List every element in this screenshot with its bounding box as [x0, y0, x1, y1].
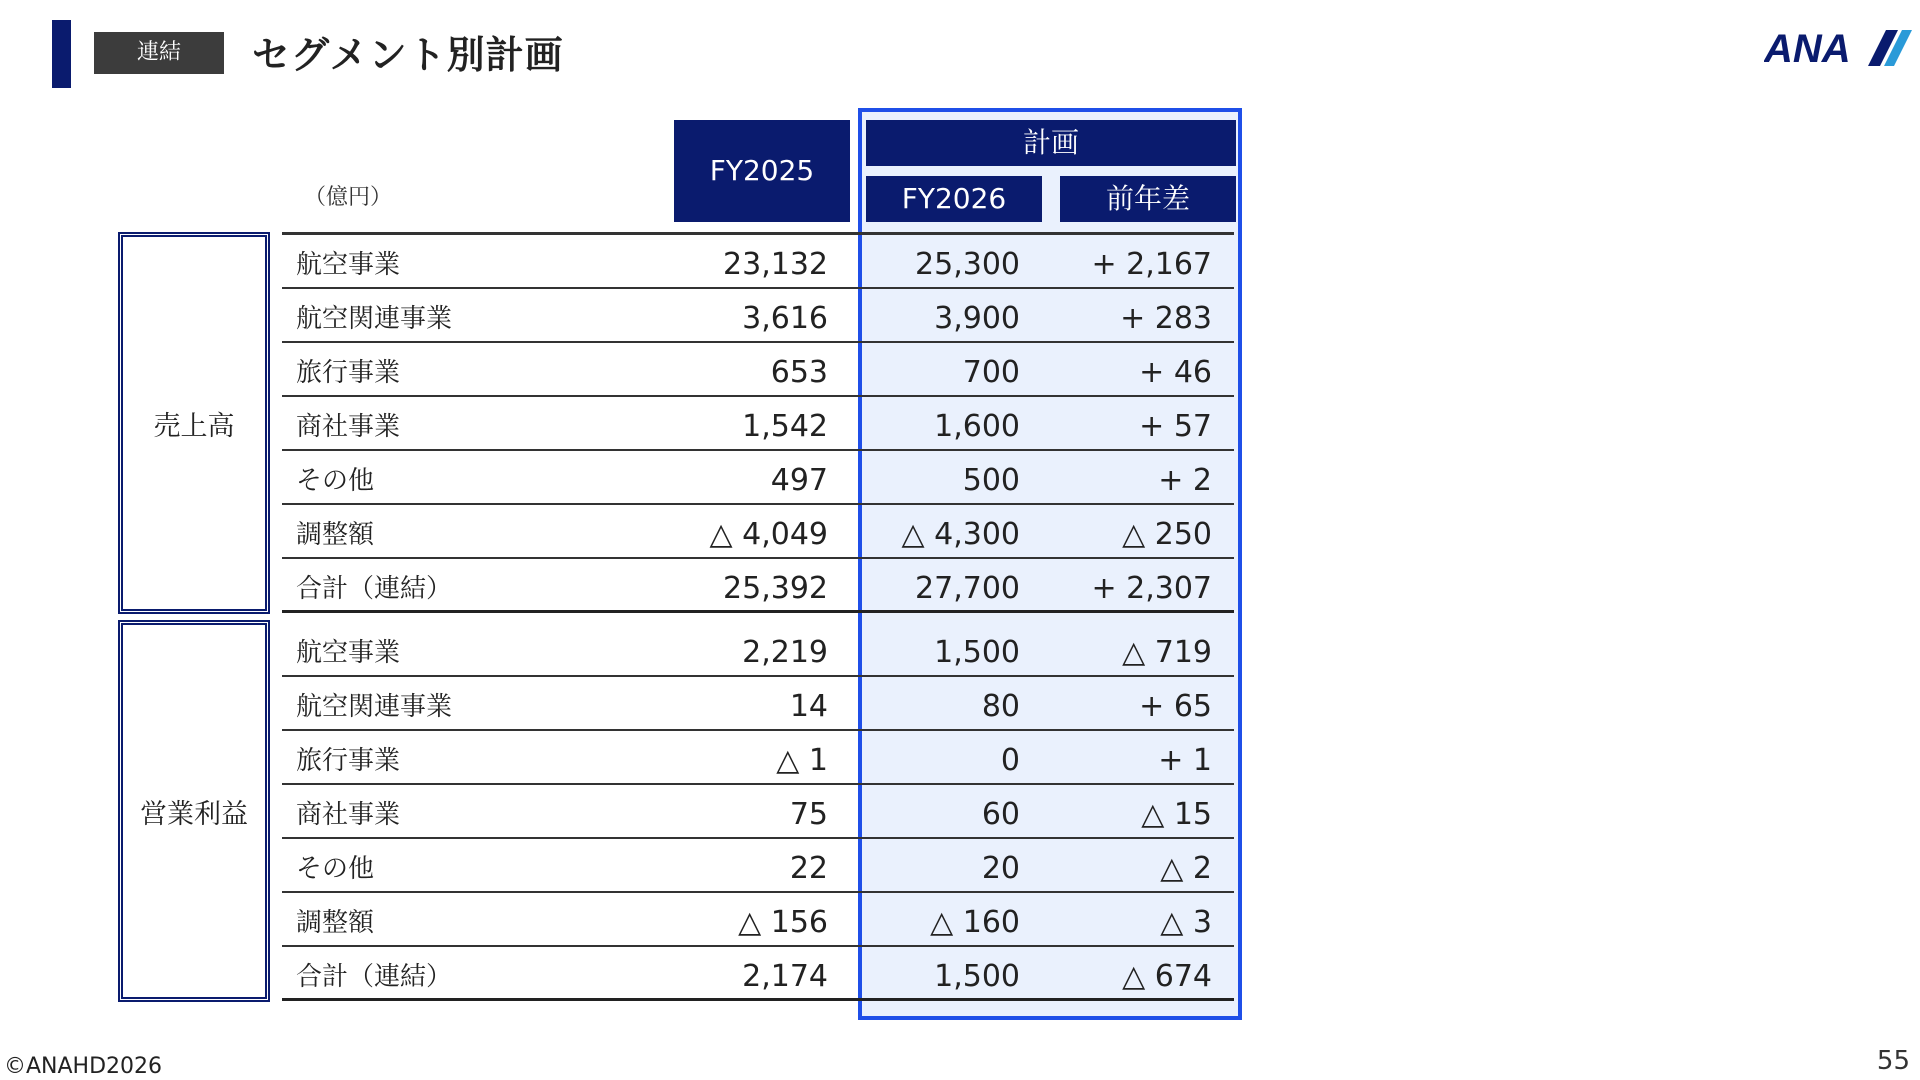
- fy2026-value: 20: [981, 851, 1020, 886]
- table-row: [282, 623, 1234, 677]
- table-row: [282, 397, 1234, 451]
- fy2026-value: 700: [962, 355, 1020, 390]
- diff-value: △ 15: [1141, 797, 1212, 832]
- page-title: セグメント別計画: [252, 33, 564, 77]
- fy2025-value: 2,219: [742, 635, 828, 670]
- group-label-operating-income: 営業利益: [118, 620, 270, 1002]
- table-row: [282, 947, 1234, 1001]
- table-row: [282, 559, 1234, 613]
- header-diff: 前年差: [1060, 176, 1236, 222]
- copyright: ©ANAHD2026: [4, 1054, 163, 1079]
- fy2026-value: 1,500: [934, 959, 1020, 994]
- diff-value: △ 3: [1160, 905, 1212, 940]
- row-label: 合計（連結）: [296, 574, 453, 604]
- diff-value: + 65: [1139, 689, 1212, 724]
- row-label: 調整額: [296, 520, 375, 550]
- consolidated-badge: 連結: [94, 32, 224, 74]
- fy2026-value: 1,600: [934, 409, 1020, 444]
- fy2025-value: 2,174: [742, 959, 828, 994]
- fy2025-value: 75: [789, 797, 828, 832]
- diff-value: + 2,307: [1091, 571, 1212, 606]
- fy2025-value: 23,132: [723, 247, 828, 282]
- ana-logo: [1764, 26, 1912, 70]
- diff-value: △ 2: [1160, 851, 1212, 886]
- row-label: 合計（連結）: [296, 962, 453, 992]
- diff-value: + 283: [1120, 301, 1212, 336]
- table-row: [282, 505, 1234, 559]
- row-label: 商社事業: [296, 800, 401, 830]
- fy2026-value: 1,500: [934, 635, 1020, 670]
- fy2025-value: △ 1: [776, 743, 828, 778]
- header-fy2025: FY2025: [674, 120, 850, 222]
- table-row: [282, 785, 1234, 839]
- group-label-sales: 売上高: [118, 232, 270, 614]
- table-row: [282, 289, 1234, 343]
- fy2026-value: 25,300: [915, 247, 1020, 282]
- header-plan: 計画: [866, 120, 1236, 166]
- fy2025-value: 653: [770, 355, 828, 390]
- diff-value: + 46: [1139, 355, 1212, 390]
- diff-value: + 57: [1139, 409, 1212, 444]
- fy2025-value: △ 4,049: [709, 517, 828, 552]
- row-label: 航空事業: [296, 250, 401, 280]
- row-label: その他: [296, 466, 375, 496]
- row-label: その他: [296, 854, 375, 884]
- header-fy2026: FY2026: [866, 176, 1042, 222]
- title-accent-bar: [52, 20, 71, 88]
- table-row: [282, 451, 1234, 505]
- fy2025-value: 22: [789, 851, 828, 886]
- table-row: [282, 235, 1234, 289]
- unit-label: （億円）: [304, 185, 393, 210]
- page-number: 55: [1876, 1046, 1910, 1076]
- fy2025-value: 497: [770, 463, 828, 498]
- fy2025-value: 25,392: [723, 571, 828, 606]
- diff-value: △ 674: [1122, 959, 1212, 994]
- fy2026-value: 500: [962, 463, 1020, 498]
- fy2026-value: △ 160: [930, 905, 1020, 940]
- row-label: 旅行事業: [296, 358, 401, 388]
- diff-value: + 2: [1158, 463, 1212, 498]
- ana-logo-text: ANA: [1764, 27, 1851, 70]
- fy2026-value: 27,700: [915, 571, 1020, 606]
- fy2026-value: △ 4,300: [901, 517, 1020, 552]
- fy2026-value: 0: [1000, 743, 1020, 778]
- row-label: 旅行事業: [296, 746, 401, 776]
- fy2025-value: 3,616: [742, 301, 828, 336]
- table-row: [282, 677, 1234, 731]
- fy2026-value: 80: [981, 689, 1020, 724]
- row-label: 航空事業: [296, 638, 401, 668]
- fy2025-value: 14: [789, 689, 828, 724]
- fy2026-value: 60: [981, 797, 1020, 832]
- fy2026-value: 3,900: [934, 301, 1020, 336]
- diff-value: △ 250: [1122, 517, 1212, 552]
- fy2025-value: △ 156: [738, 905, 828, 940]
- row-label: 航空関連事業: [296, 692, 453, 722]
- row-label: 航空関連事業: [296, 304, 453, 334]
- table-row: [282, 839, 1234, 893]
- table-row: [282, 893, 1234, 947]
- table-row: [282, 731, 1234, 785]
- table-row: [282, 343, 1234, 397]
- fy2025-value: 1,542: [742, 409, 828, 444]
- diff-value: + 1: [1158, 743, 1212, 778]
- row-label: 調整額: [296, 908, 375, 938]
- diff-value: △ 719: [1122, 635, 1212, 670]
- diff-value: + 2,167: [1091, 247, 1212, 282]
- row-label: 商社事業: [296, 412, 401, 442]
